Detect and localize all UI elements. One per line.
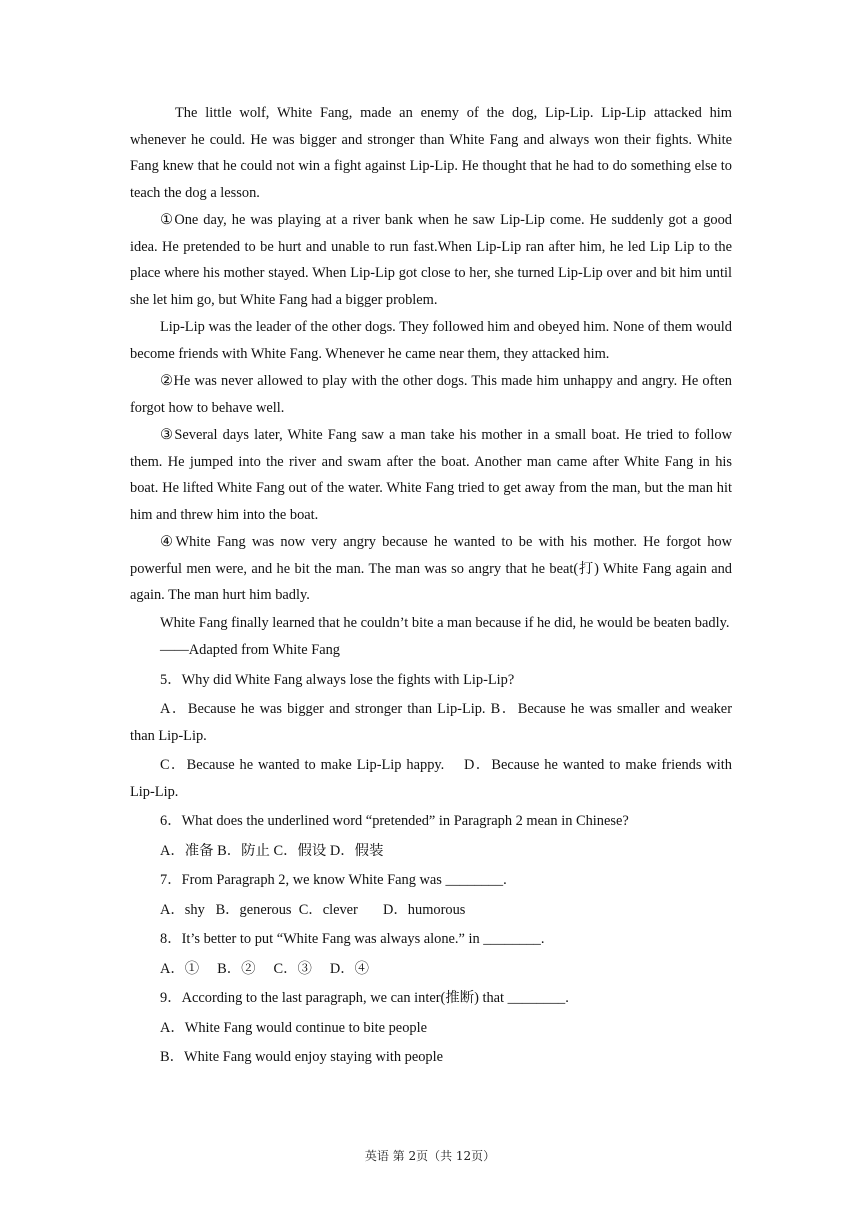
passage-paragraph-3: Lip-Lip was the leader of the other dogs. They followed him and obeyed him. None of them would become friends with White Fang. Whenever he came near them, they attacked him. xyxy=(130,319,732,362)
passage-paragraph-5: ③Several days later, White Fang saw a man take his mother in a small boat. He tried to follow them. He jumped into the river and swam after the boat. Another man came after White Fang in his boat. He lifted White Fang out of the water. White Fang tried to get away from the man, but the man hit him and threw him into the boat. xyxy=(130,427,732,523)
question-7-stem: 7．From Paragraph 2, we know White Fang was ________. xyxy=(160,872,507,888)
question-6-options: A．准备 B．防止 C．假设 D．假装 xyxy=(160,842,384,859)
question-7-options: A．shy B．generous C．clever D．humorous xyxy=(160,901,466,918)
passage-paragraph-7: White Fang finally learned that he couldn’t bite a man because if he did, he would be beaten badly. xyxy=(160,614,730,631)
question-5-stem: 5．Why did White Fang always lose the fights with Lip-Lip? xyxy=(160,671,515,688)
source-attribution: ——Adapted from White Fang xyxy=(160,642,340,658)
passage-paragraph-6: ④White Fang was now very angry because he wanted to be with his mother. He forgot how powerful men were, and he bit the man. The man was so angry that he beat(打) White Fang again and again. The man hurt him badly. xyxy=(130,534,732,603)
passage-paragraph-4: ②He was never allowed to play with the other dogs. This made him unhappy and angry. He often forgot how to behave well. xyxy=(130,373,732,416)
document-body xyxy=(130,100,732,1074)
page-footer: 英语 第 2页（共 12页） xyxy=(364,1149,496,1163)
question-9-stem: 9．According to the last paragraph, we can inter(推断) that ________. xyxy=(160,990,569,1006)
question-5-options-ab: A．Because he was bigger and stronger than Lip-Lip. B．Because he was smaller and weaker than Lip-Lip. xyxy=(130,701,732,744)
question-8-options: A．① B．② C．③ D．④ xyxy=(160,960,370,977)
question-5-options-cd: C．Because he wanted to make Lip-Lip happy. D．Because he wanted to make friends with Lip-Lip. xyxy=(130,757,732,800)
question-6-stem: 6．What does the underlined word “pretended” in Paragraph 2 mean in Chinese? xyxy=(160,813,629,829)
passage-paragraph-1: The little wolf, White Fang, made an enemy of the dog, Lip-Lip. Lip-Lip attacked him whenever he could. He was bigger and stronger than White Fang and always won their fights. White Fang knew that he could not win a fight against Lip-Lip. He thought that he had to do something else to teach the dog a lesson. xyxy=(130,105,732,201)
question-9-option-a: A．White Fang would continue to bite people xyxy=(160,1019,427,1036)
question-9-option-b: B．White Fang would enjoy staying with people xyxy=(160,1049,443,1065)
passage-paragraph-2: ①One day, he was playing at a river bank when he saw Lip-Lip come. He suddenly got a good idea. He pretended to be hurt and unable to run fast.When Lip-Lip ran after him, he led Lip Lip to the place where his mother stayed. When Lip-Lip got close to her, she turned Lip-Lip over and bit him until she let him go, but White Fang had a bigger problem. xyxy=(130,212,732,308)
question-8-stem: 8．It’s better to put “White Fang was always alone.” in ________. xyxy=(160,931,545,947)
